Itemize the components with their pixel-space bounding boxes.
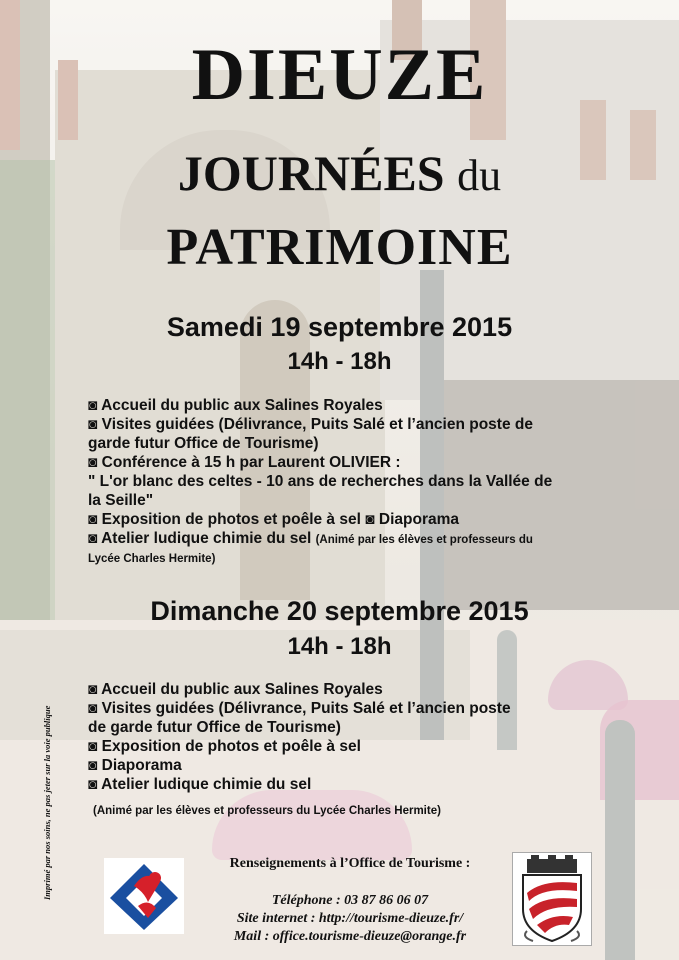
saturday-hours: 14h - 18h [287, 348, 392, 375]
sunday-date: Dimanche 20 septembre 2015 [150, 596, 529, 626]
list-item: ◙ Diaporama [88, 757, 182, 774]
page-title: DIEUZE [191, 34, 488, 116]
tourism-office-logo [104, 858, 184, 934]
list-item-note: (Animé par les élèves et professeurs du [315, 534, 533, 546]
sunday-hours: 14h - 18h [287, 633, 392, 660]
contact-phone: Téléphone : 03 87 86 06 07 [271, 893, 429, 908]
list-item: ◙ Accueil du public aux Salines Royales [88, 681, 383, 698]
list-item-text: ◙ Atelier ludique chimie du sel [88, 530, 312, 547]
list-item: garde futur Office de Tourisme) [88, 435, 319, 452]
list-item: la Seille" [88, 492, 154, 509]
list-item: de garde futur Office de Tourisme) [88, 719, 341, 736]
list-item-note-continued: Lycée Charles Hermite) [88, 553, 216, 565]
subtitle-word: JOURNÉES [177, 145, 445, 201]
page-subtitle-2: PATRIMOINE [166, 219, 513, 276]
page-subtitle [0, 145, 679, 201]
print-notice: Imprimé par nos soins, ne pas jeter sur la voie publique [42, 705, 52, 900]
contact-heading: Renseignements à l’Office de Tourisme : [229, 856, 471, 871]
contact-email: Mail : office.tourisme-dieuze@orange.fr [233, 929, 467, 944]
list-item: ◙ Visites guidées (Délivrance, Puits Salé et l’ancien poste de [88, 416, 533, 433]
sunday-program [88, 680, 511, 794]
list-item: ◙ Atelier ludique chimie du sel [88, 776, 312, 793]
list-item: ◙ Exposition de photos et poêle à sel ◙ Diaporama [88, 511, 459, 528]
saturday-program [88, 396, 552, 569]
list-item: ◙ Exposition de photos et poêle à sel [88, 738, 361, 755]
saturday-date: Samedi 19 septembre 2015 [166, 312, 513, 342]
subtitle-du: du [457, 151, 502, 200]
list-item: " L'or blanc des celtes - 10 ans de recherches dans la Vallée de [88, 473, 553, 490]
list-item [88, 529, 552, 550]
coat-of-arms-logo [512, 852, 592, 946]
contact-website: Site internet : http://tourisme-dieuze.fr/ [236, 911, 464, 926]
list-item: ◙ Accueil du public aux Salines Royales [88, 397, 383, 414]
list-item: ◙ Conférence à 15 h par Laurent OLIVIER : [88, 454, 401, 471]
list-item: ◙ Visites guidées (Délivrance, Puits Salé et l’ancien poste [88, 700, 511, 717]
sunday-note: (Animé par les élèves et professeurs du Lycée Charles Hermite) [93, 805, 441, 817]
